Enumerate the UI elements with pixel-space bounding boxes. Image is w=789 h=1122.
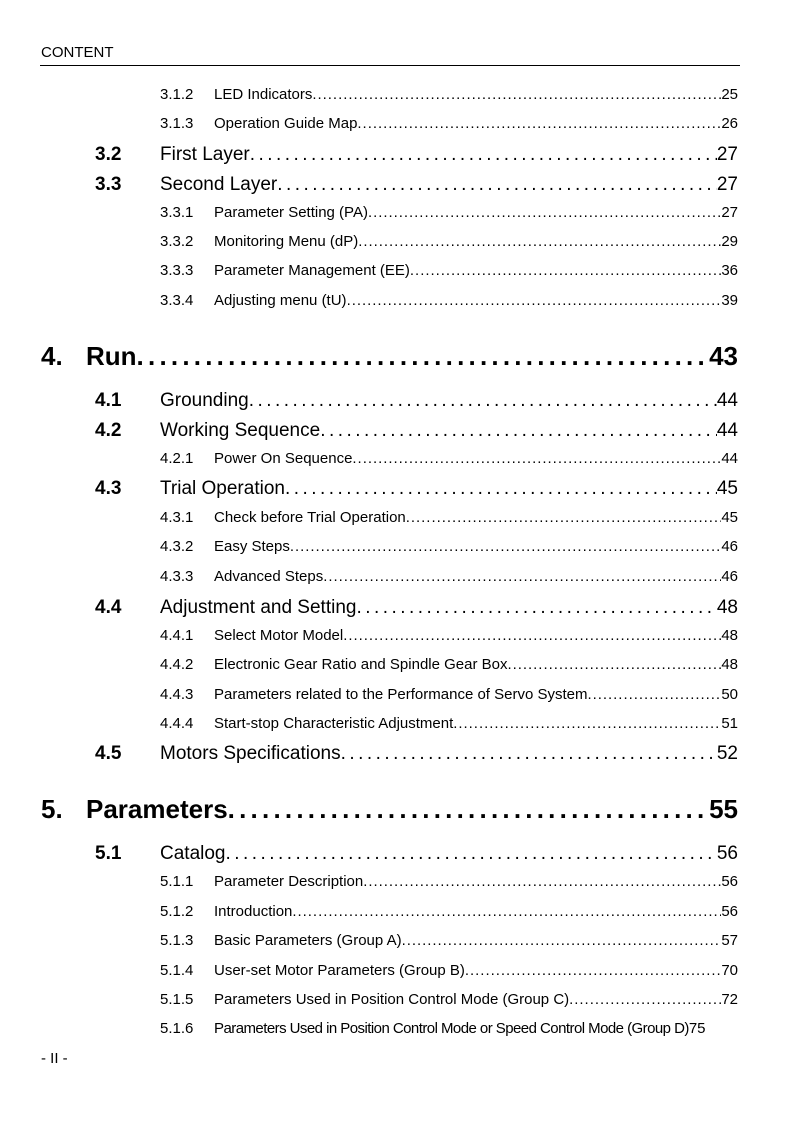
toc-entry-title: Select Motor Model — [214, 627, 344, 644]
dot-leader — [250, 144, 717, 166]
page-number-footer: - II - — [41, 1050, 68, 1067]
toc-entry-title: Catalog — [160, 843, 226, 864]
toc-entry-number: 4. — [41, 341, 63, 371]
dot-leader — [588, 686, 722, 703]
toc-entry-number: 4.4.4 — [160, 715, 194, 732]
toc-entry-page: 55 — [709, 794, 738, 824]
toc-entry-title: Parameters Used in Position Control Mode or Speed Control Mode (Group D) — [214, 1020, 689, 1037]
dot-leader — [356, 597, 716, 619]
toc-entry-title: Power On Sequence — [214, 450, 353, 467]
toc-entry-title: Monitoring Menu (dP) — [214, 233, 359, 250]
toc-entry-title: Introduction — [214, 903, 293, 920]
toc-entry-number: 4.3.3 — [160, 568, 194, 585]
toc-entry-page: 52 — [716, 743, 738, 764]
dot-leader — [402, 932, 722, 949]
toc-entry-number: 3.3.2 — [160, 233, 194, 250]
toc-entry-page: 51 — [721, 715, 738, 732]
dot-leader — [368, 204, 721, 221]
toc-entry-number: 3.3.4 — [160, 292, 194, 309]
dot-leader — [137, 341, 710, 372]
toc-entry-number: 4.4.3 — [160, 686, 194, 703]
toc-entry-number: 5.1 — [95, 843, 122, 864]
toc-entry-number: 4.5 — [95, 743, 122, 764]
toc-entry-title: Operation Guide Map — [214, 115, 358, 132]
toc-entry[interactable] — [160, 686, 738, 703]
toc-entry[interactable] — [95, 174, 738, 196]
toc-entry-number: 4.4.2 — [160, 656, 194, 673]
toc-entry-page: 36 — [721, 262, 738, 279]
toc-entry-page: 48 — [721, 656, 738, 673]
toc-chapter-entry[interactable] — [41, 341, 738, 372]
toc-entry[interactable] — [95, 843, 738, 865]
toc-entry-page: 48 — [721, 627, 738, 644]
toc-entry-number: 5. — [41, 794, 63, 824]
dot-leader — [357, 115, 721, 132]
toc-entry-title: Easy Steps — [214, 538, 290, 555]
toc-entry[interactable] — [160, 903, 738, 920]
dot-leader — [292, 903, 721, 920]
toc-entry-number: 4.4.1 — [160, 627, 194, 644]
toc-entry[interactable] — [160, 1020, 750, 1037]
dot-leader — [453, 715, 721, 732]
toc-entry-title: Motors Specifications — [160, 743, 341, 764]
toc-entry-title: Check before Trial Operation — [214, 509, 406, 526]
toc-entry-page: 48 — [716, 597, 738, 618]
toc-entry-title: Adjustment and Setting — [160, 597, 357, 618]
toc-entry[interactable] — [160, 86, 738, 103]
dot-leader — [363, 873, 721, 890]
toc-entry-title: Parameters related to the Performance of Servo System — [214, 686, 588, 703]
dot-leader — [226, 843, 717, 865]
toc-entry[interactable] — [95, 390, 738, 412]
dot-leader — [358, 233, 721, 250]
dot-leader — [569, 991, 721, 1008]
toc-entry-page: 50 — [721, 686, 738, 703]
toc-entry-page: 46 — [721, 538, 738, 555]
toc-entry-number: 5.1.5 — [160, 991, 194, 1008]
toc-entry-number: 5.1.3 — [160, 932, 194, 949]
toc-entry[interactable] — [160, 715, 738, 732]
toc-entry-page: 44 — [716, 420, 738, 441]
toc-entry[interactable] — [160, 568, 738, 585]
toc-entry[interactable] — [160, 509, 738, 526]
toc-entry-number: 3.3.3 — [160, 262, 194, 279]
toc-entry-title: Second Layer — [160, 174, 278, 195]
toc-entry-title: Grounding — [160, 390, 249, 411]
toc-entry[interactable] — [95, 420, 738, 442]
toc-entry-title: Parameters — [86, 794, 228, 824]
toc-entry-page: 56 — [721, 903, 738, 920]
toc-entry-title: Run — [86, 341, 137, 371]
toc-entry-number: 5.1.6 — [160, 1020, 194, 1037]
toc-entry-number: 4.2.1 — [160, 450, 194, 467]
toc-entry-title: Adjusting menu (tU) — [214, 292, 347, 309]
toc-entry-number: 4.2 — [95, 420, 122, 441]
toc-entry-page: 25 — [721, 86, 738, 103]
dot-leader — [508, 656, 722, 673]
toc-entry-number: 4.3.2 — [160, 538, 194, 555]
toc-entry-title: Start-stop Characteristic Adjustment — [214, 715, 454, 732]
toc-entry-page: 45 — [721, 509, 738, 526]
toc-chapter-entry[interactable] — [41, 794, 738, 825]
toc-entry-page: 44 — [716, 390, 738, 411]
toc-entry-title: Parameter Setting (PA) — [214, 204, 368, 221]
dot-leader — [341, 743, 717, 765]
toc-entry-page: 70 — [721, 962, 738, 979]
toc-entry-page: 45 — [716, 478, 738, 499]
toc-entry-title: Parameter Description — [214, 873, 364, 890]
dot-leader — [465, 962, 721, 979]
toc-entry-page: 27 — [716, 174, 738, 195]
toc-entry-page: 46 — [721, 568, 738, 585]
toc-entry[interactable] — [95, 597, 738, 619]
dot-leader — [249, 390, 717, 412]
toc-entry[interactable] — [95, 478, 738, 500]
toc-entry-page: 44 — [721, 450, 738, 467]
toc-entry-number: 3.3 — [95, 174, 122, 195]
toc-entry-number: 3.1.3 — [160, 115, 194, 132]
toc-entry[interactable] — [160, 233, 738, 250]
toc-entry-page: 75 — [688, 1020, 706, 1037]
toc-entry-page: 26 — [721, 115, 738, 132]
toc-entry[interactable] — [160, 262, 738, 279]
toc-entry-title: Basic Parameters (Group A) — [214, 932, 402, 949]
toc-entry-title: Parameters Used in Position Control Mode (Group C) — [214, 991, 570, 1008]
toc-entry[interactable] — [160, 991, 738, 1008]
toc-entry[interactable] — [160, 204, 738, 221]
page-header-title: CONTENT — [41, 44, 114, 61]
toc-entry[interactable] — [160, 932, 738, 949]
toc-entry-page: 56 — [721, 873, 738, 890]
toc-entry[interactable] — [160, 962, 738, 979]
dot-leader — [312, 86, 721, 103]
toc-entry-page: 39 — [721, 292, 738, 309]
toc-entry[interactable] — [95, 743, 738, 765]
dot-leader — [320, 420, 717, 442]
toc-entry-title: LED Indicators — [214, 86, 313, 103]
dot-leader — [347, 292, 722, 309]
toc-entry-number: 4.4 — [95, 597, 122, 618]
toc-entry-title: Trial Operation — [160, 478, 285, 499]
toc-entry-number: 5.1.4 — [160, 962, 194, 979]
dot-leader — [323, 568, 721, 585]
toc-entry-number: 5.1.1 — [160, 873, 194, 890]
toc-entry-page: 72 — [721, 991, 738, 1008]
header-rule — [40, 65, 740, 66]
toc-entry-number: 4.1 — [95, 390, 122, 411]
toc-entry-number: 5.1.2 — [160, 903, 194, 920]
toc-entry-number: 4.3 — [95, 478, 122, 499]
toc-entry[interactable] — [160, 627, 738, 644]
toc-entry[interactable] — [160, 292, 738, 309]
dot-leader — [343, 627, 721, 644]
toc-entry-number: 3.3.1 — [160, 204, 194, 221]
toc-entry-page: 27 — [721, 204, 738, 221]
toc-entry-title: User-set Motor Parameters (Group B) — [214, 962, 465, 979]
toc-entry[interactable] — [95, 144, 738, 166]
toc-entry-page: 29 — [721, 233, 738, 250]
toc-entry-title: Electronic Gear Ratio and Spindle Gear Box — [214, 656, 508, 673]
toc-entry-number: 4.3.1 — [160, 509, 194, 526]
toc-entry-page: 57 — [721, 932, 738, 949]
toc-entry[interactable] — [160, 538, 738, 555]
toc-entry[interactable] — [160, 656, 738, 673]
toc-entry-page: 43 — [709, 341, 738, 371]
dot-leader — [228, 794, 709, 825]
toc-entry[interactable] — [160, 873, 738, 890]
toc-entry-title: Parameter Management (EE) — [214, 262, 410, 279]
toc-entry-title: Advanced Steps — [214, 568, 324, 585]
dot-leader — [410, 262, 721, 279]
toc-entry-title: First Layer — [160, 144, 250, 165]
dot-leader — [285, 478, 717, 500]
dot-leader — [290, 538, 721, 555]
dot-leader — [406, 509, 722, 526]
toc-entry-page: 27 — [716, 144, 738, 165]
toc-entry-page: 56 — [716, 843, 738, 864]
toc-entry-number: 3.1.2 — [160, 86, 194, 103]
toc-entry[interactable] — [160, 115, 738, 132]
toc-entry[interactable] — [160, 450, 738, 467]
toc-entry-title: Working Sequence — [160, 420, 321, 441]
dot-leader — [277, 174, 717, 196]
toc-entry-number: 3.2 — [95, 144, 122, 165]
dot-leader — [352, 450, 721, 467]
